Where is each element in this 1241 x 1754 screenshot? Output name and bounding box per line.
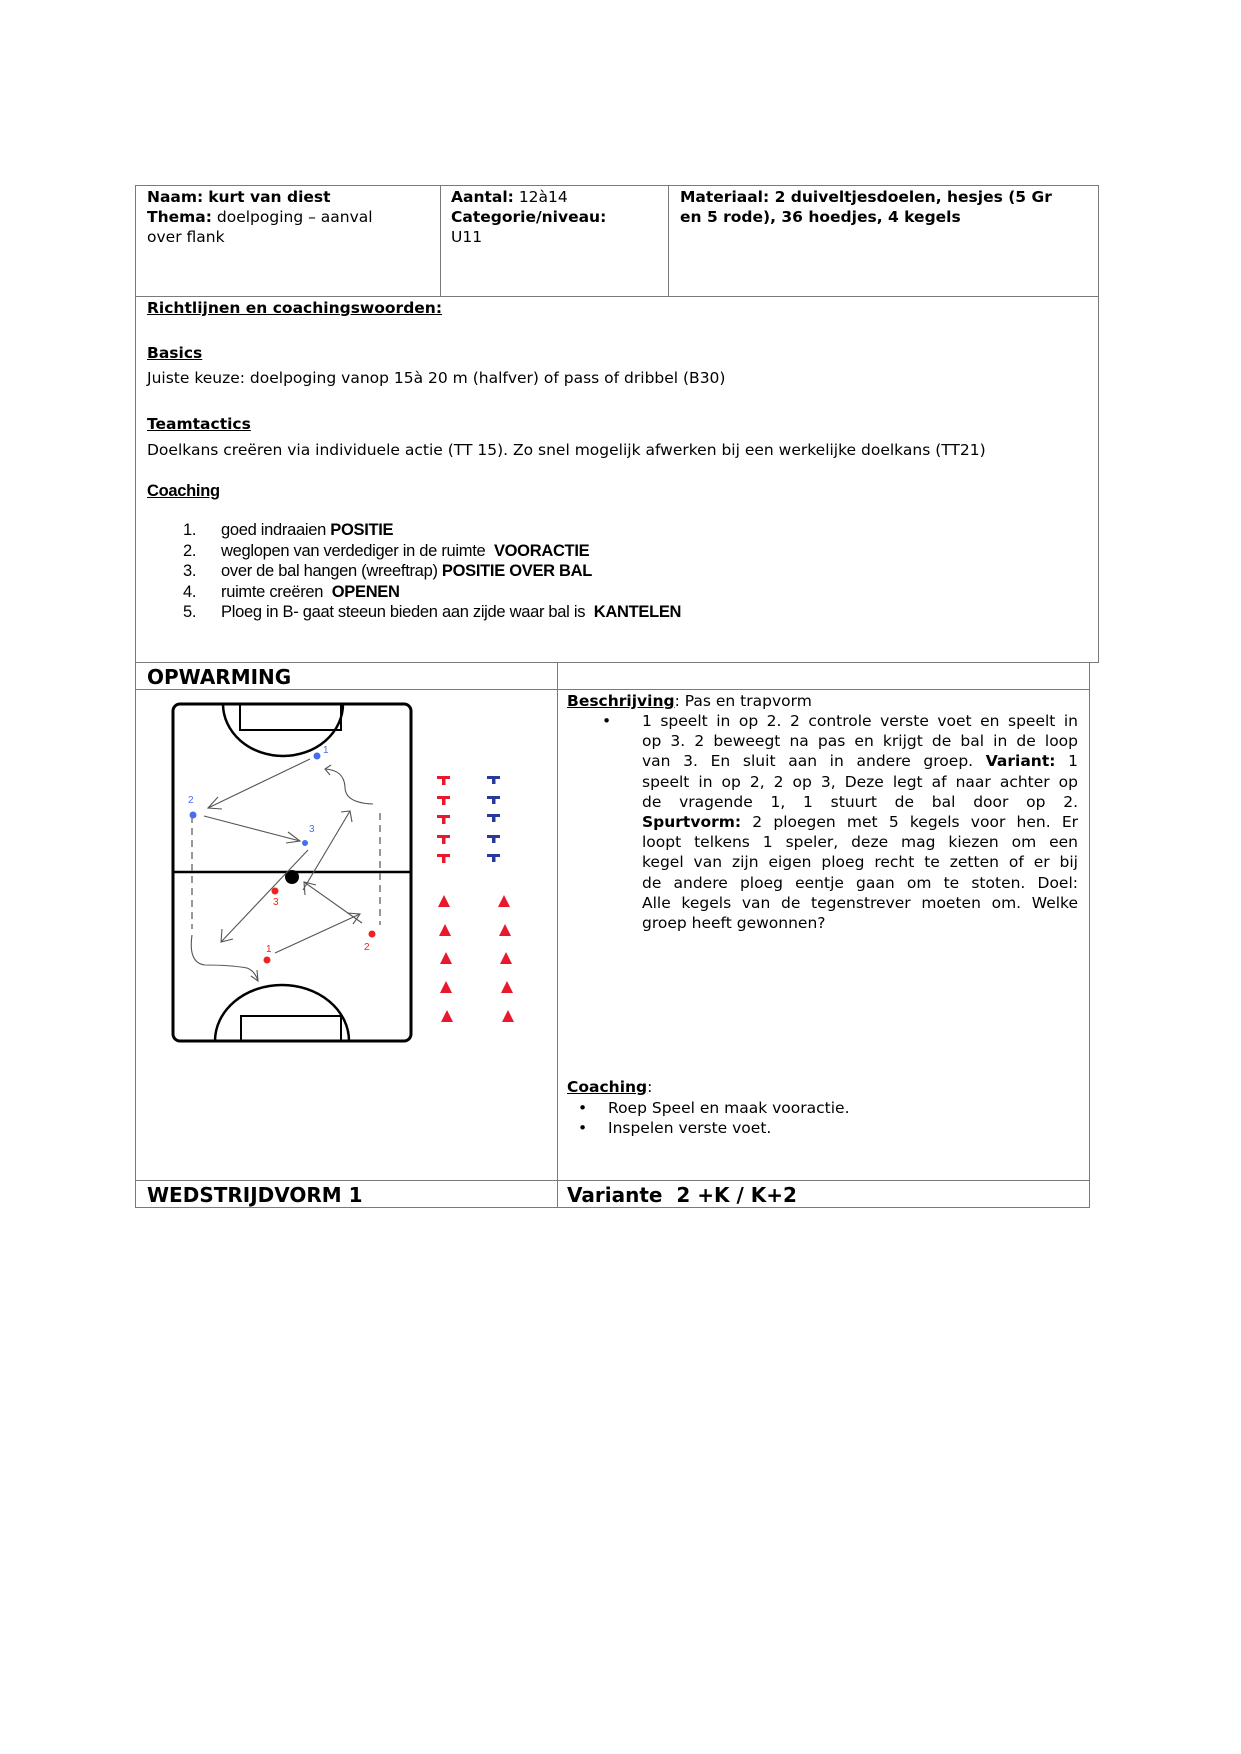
teamtactics-text: Doelkans creëren via individuele actie (TT 15). Zo snel mogelijk afwerken bij een werkelijke doelkans (TT21) bbox=[147, 441, 986, 459]
warmup-title: OPWARMING bbox=[147, 665, 292, 689]
warmup-coaching-item: • Inspelen verste voet. bbox=[578, 1119, 772, 1137]
warmup-coaching-heading: Coaching: bbox=[567, 1078, 653, 1096]
teamtactics-title: Teamtactics bbox=[147, 415, 251, 433]
red-player-1 bbox=[264, 957, 271, 964]
name-value: kurt van diest bbox=[208, 188, 331, 206]
coaching-item: 1. goed indraaien POSITIE bbox=[183, 521, 394, 539]
warmup-coaching-item: • Roep Speel en maak vooractie. bbox=[578, 1099, 850, 1117]
red-player-3 bbox=[272, 888, 279, 895]
match-title: WEDSTRIJDVORM 1 bbox=[147, 1183, 363, 1207]
warmup-diagram bbox=[160, 695, 540, 1050]
guidelines-title: Richtlijnen en coachingswoorden: bbox=[147, 299, 443, 317]
blue-player-1 bbox=[314, 753, 321, 760]
warmup-coaching-list bbox=[578, 1098, 850, 1138]
bottom-penalty-arc bbox=[215, 985, 349, 1041]
top-goal-box bbox=[240, 704, 341, 730]
blue-player-3 bbox=[302, 840, 308, 846]
red-players bbox=[264, 888, 376, 964]
coaching-item: 3. over de bal hangen (wreeftrap) POSITIE OVER BAL bbox=[183, 562, 593, 580]
theme-value: doelpoging – aanval bbox=[216, 208, 373, 226]
coaching-item: 5. Ploeg in B- gaat steeun bieden aan zijde waar bal is KANTELEN bbox=[183, 603, 682, 621]
coaching-list bbox=[183, 520, 681, 623]
description-text: 1 speelt in op 2. 2 controle verste voet en speelt in op 3. 2 beweegt na pas en krijgt de bal in de loop van 3. En sluit aan in andere groep. Variant: 1 speelt in op 2, 2 op 3, Deze legt af naar achter op de vragende 1, 1 stuurt de bal door op 2. Spurtvorm: 2 ploegen met 5 kegels voor hen. Er loopt telkens 1 speler, deze mag kiezen om een kegel van zijn eigen ploeg recht te zetten of er bij de andere ploeg eentje gaan om te stoten. Doel: Alle kegels van de tegenstrever moeten om. Welke groep heeft gewonnen? bbox=[642, 712, 1078, 933]
count-value: 12à14 bbox=[518, 188, 568, 206]
blue-player-label-3: 3 bbox=[309, 824, 315, 835]
description-heading: Beschrijving: Pas en trapvorm bbox=[567, 692, 812, 710]
basics-title: Basics bbox=[147, 344, 203, 362]
material-line-2: en 5 rode), 36 hoedjes, 4 kegels bbox=[680, 208, 961, 226]
red-player-label-3: 3 bbox=[273, 897, 279, 908]
coaching-item: 4. ruimte creëren OPENEN bbox=[183, 582, 400, 601]
pass-arrows bbox=[191, 759, 373, 981]
coaching-item: 2. weglopen van verdediger in de ruimte VOORACTIE bbox=[183, 541, 590, 560]
blue-player-label-1: 1 bbox=[323, 745, 329, 756]
red-player-label-2: 2 bbox=[364, 942, 370, 953]
header-name-cell bbox=[147, 187, 373, 247]
count-label: Aantal: bbox=[451, 188, 514, 206]
red-player-2 bbox=[369, 931, 376, 938]
match-variant: Variante 2 +K / K+2 bbox=[567, 1183, 797, 1207]
header-material-cell bbox=[680, 187, 1052, 227]
bottom-goal-box bbox=[241, 1016, 341, 1041]
coaching-title: Coaching bbox=[147, 482, 220, 500]
cones-t-navy bbox=[487, 776, 500, 862]
header-count-cell bbox=[451, 187, 606, 247]
red-player-label-1: 1 bbox=[266, 944, 272, 955]
basics-text: Juiste keuze: doelpoging vanop 15à 20 m (halfver) of pass of dribbel (B30) bbox=[147, 369, 726, 387]
name-label: Naam: bbox=[147, 188, 204, 206]
category-label: Categorie/niveau: bbox=[451, 208, 607, 226]
category-value: U11 bbox=[451, 228, 483, 246]
description-bullet: • bbox=[602, 712, 612, 730]
theme-label: Thema: bbox=[147, 208, 212, 226]
blue-player-label-2: 2 bbox=[188, 795, 194, 806]
cones-t-red bbox=[437, 776, 450, 863]
hat-cones bbox=[438, 895, 514, 1022]
material-line-1: Materiaal: 2 duiveltjesdoelen, hesjes (5 Gr bbox=[680, 188, 1052, 206]
theme-value-cont: over flank bbox=[147, 228, 225, 246]
blue-player-2 bbox=[190, 812, 197, 819]
